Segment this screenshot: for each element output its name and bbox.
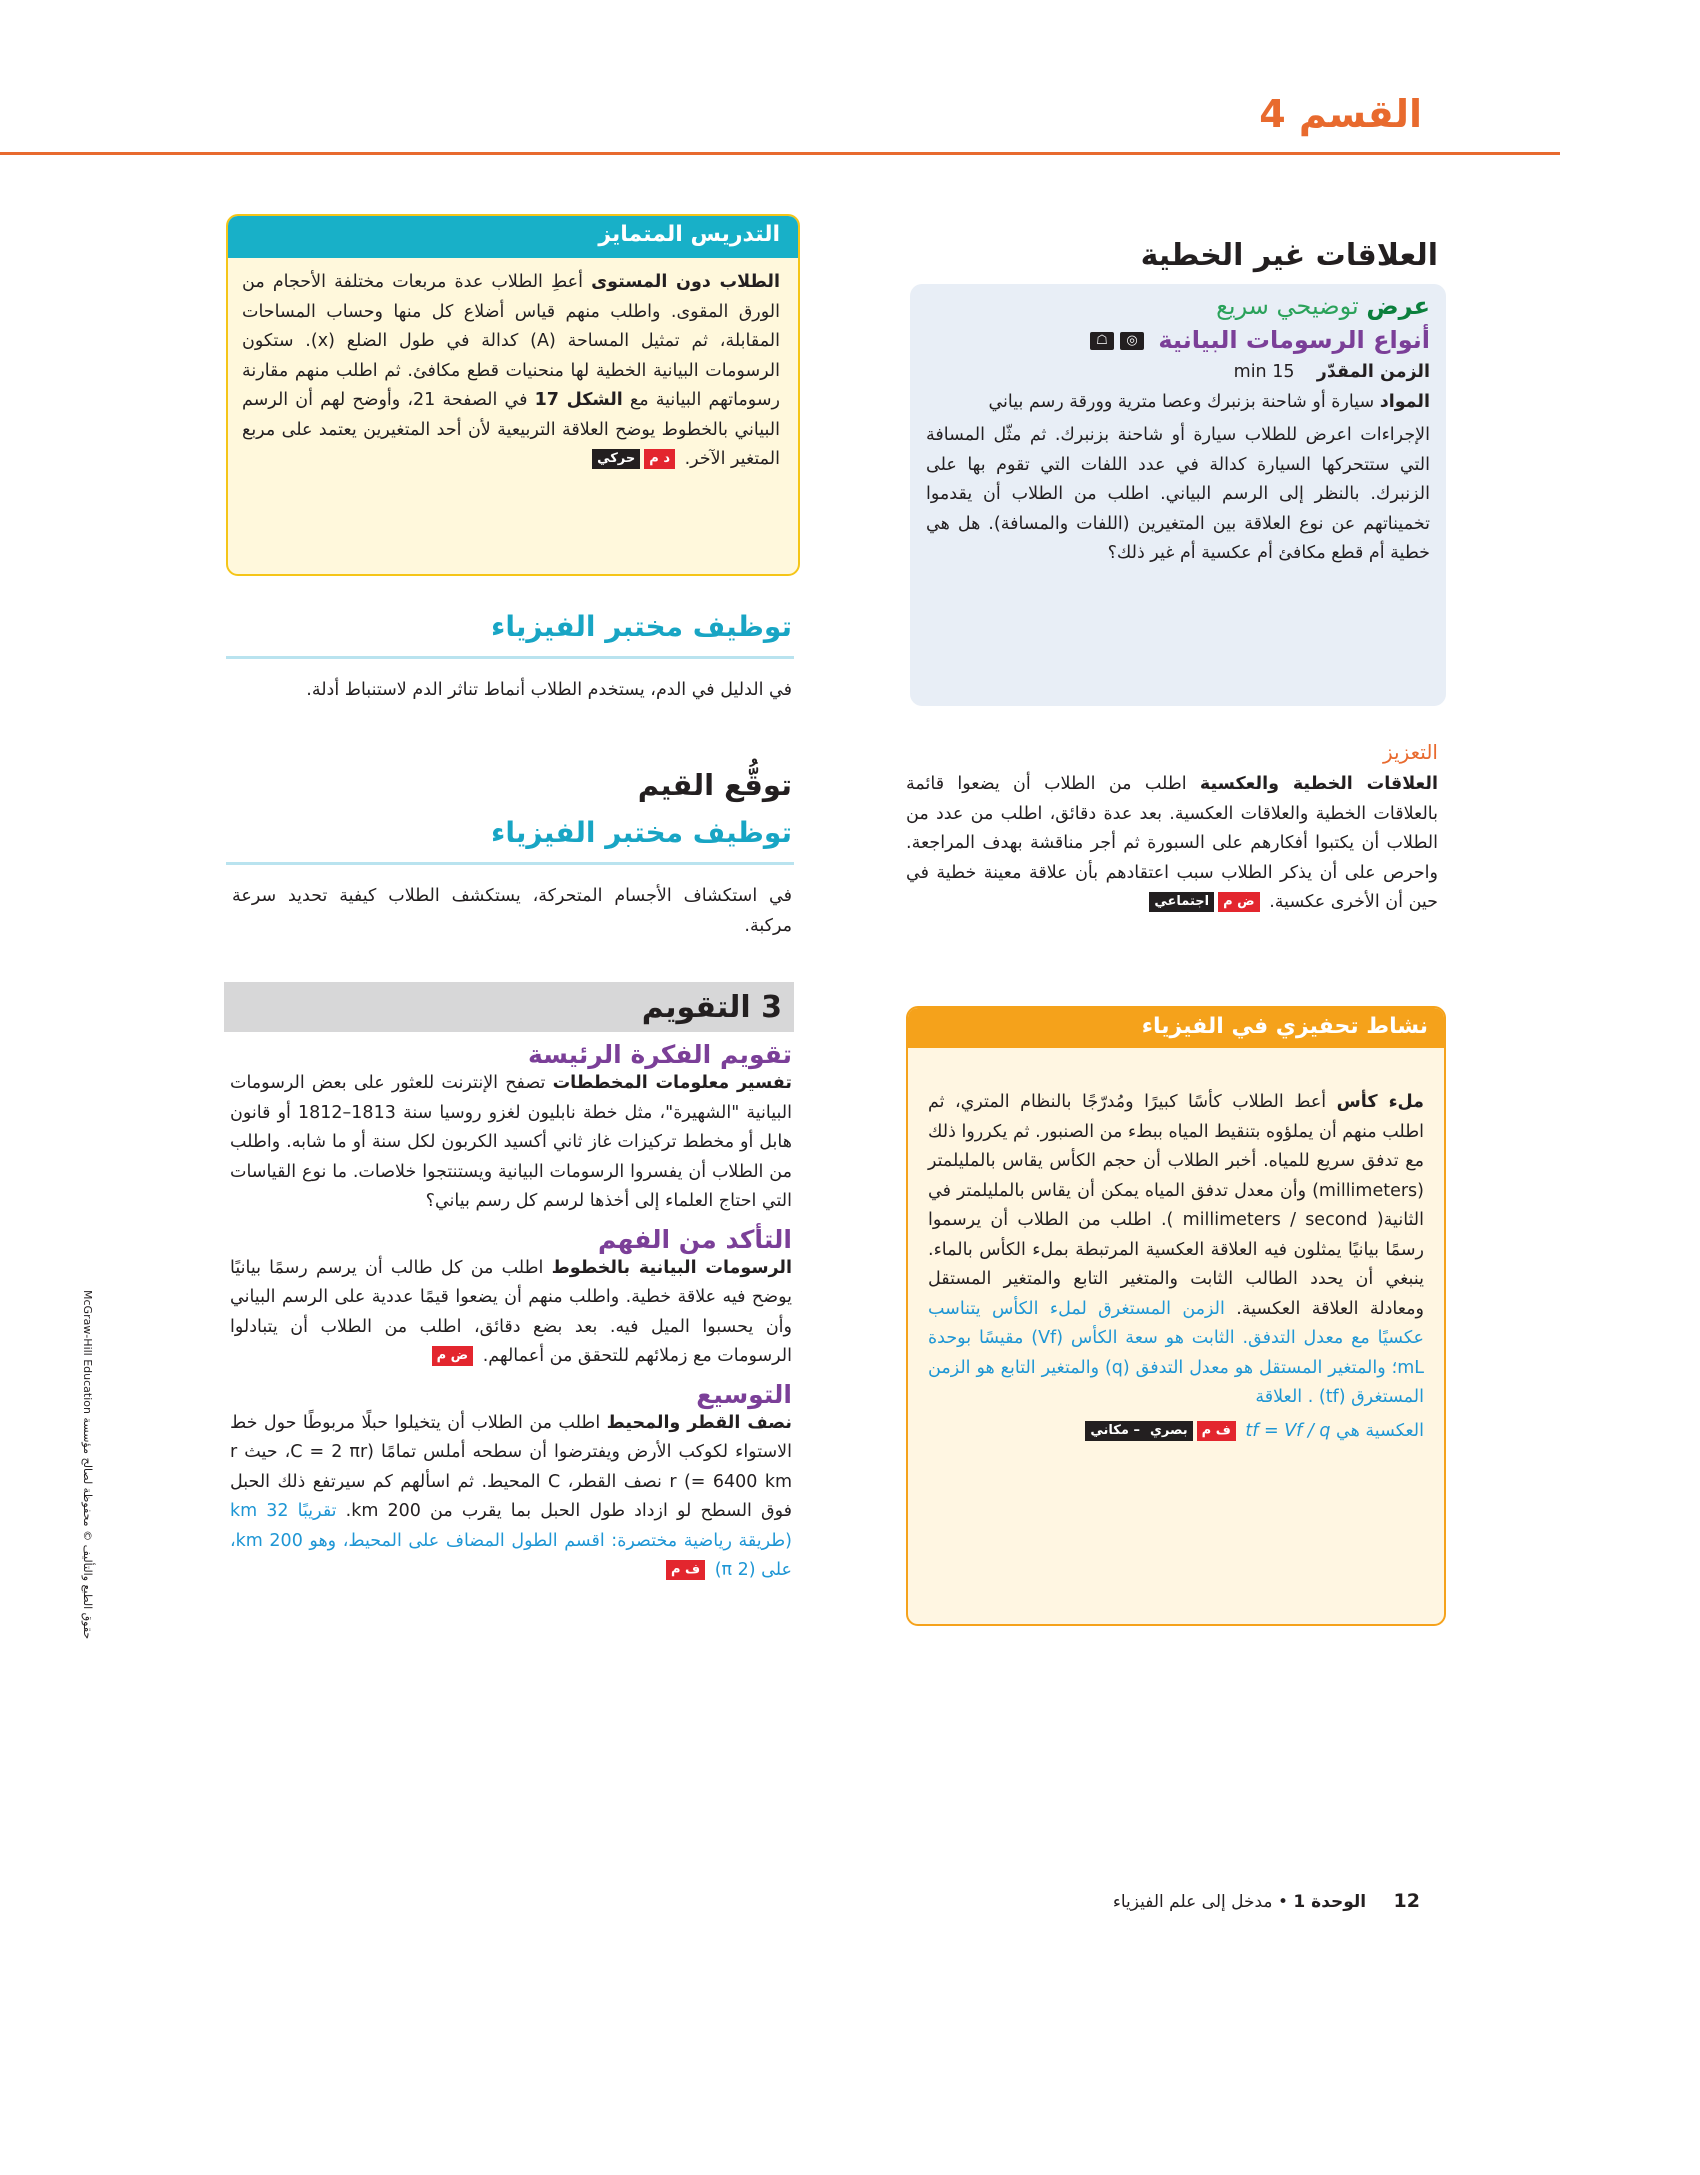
hook-formula-line: العكسية هي tf = Vf / q ف مبصري– مكاني [928, 1417, 1424, 1447]
extend-tag-level: ف م [666, 1560, 705, 1580]
page-number: 12 [1393, 1890, 1420, 1912]
reinforce-paragraph: العلاقات الخطية والعكسية اطلب من الطلاب أن يضعوا قائمة بالعلاقات الخطية والعلاقات العكسية. بعد عدة دقائق، اطلب من عدد من الطلاب أن يكتبوا أفكارهم على السبورة ثم أجر مناقشة بهدف المراجعة. واحرص على أن يذكر الطلاب سبب اعتقادهم بأن علاقة معينة خطية في حين أن الأخرى عكسية. ض ماجتماعي [906, 774, 1438, 912]
hook-title: نشاط تحفيزي في الفيزياء [908, 1008, 1444, 1048]
demo-title: أنواع الرسومات البيانية ◎☖ [926, 326, 1430, 354]
physics-hook-box [906, 1006, 1446, 1626]
demo-procedure: الإجراءات اعرض للطلاب سيارة أو شاحنة بزنبرك. ثم مثّل المسافة التي ستتحركها السيارة كدالة في عدد اللفات التي تقوم بها على الزنبرك. بالنظر إلى الرسم البياني. اطلب من الطلاب أن يقدموا تخميناتهم عن نوع العلاقة بين المتغيرين (اللفات والمسافة). هل هي خطية أم قطع مكافئ أم عكسية أم غير ذلك؟ [926, 425, 1430, 563]
big-idea-paragraph: تفسير معلومات المخططات تصفح الإنترنت للعثور على بعض الرسومات البيانية "الشهيرة"، مثل خطة نابليون لغزو روسيا سنة 1813–1812 أو قانون هابل أو مخطط تركيزات غاز ثاني أكسيد الكربون لكل سنة أو ما شابه. واطلب من الطلاب أن يفسروا الرسومات البيانية ويستنتجوا خلاصات. ما نوع القياسات التي احتاج العلماء إلى أخذها لرسم كل رسم بياني؟ [230, 1073, 792, 1211]
extend-title: التوسيع [696, 1379, 792, 1409]
check-tag-level: ض م [432, 1346, 474, 1366]
reinforce-tag-level: ض م [1218, 892, 1260, 912]
footer-separator: • [1277, 1892, 1288, 1912]
diff-title: التدريس المتمايز [228, 216, 798, 258]
diff-tag-level: د م [644, 449, 675, 469]
car-icon: ◎ [1120, 332, 1144, 350]
diff-paragraph: الطلاب دون المستوى أعطِ الطلاب عدة مربعات مختلفة الأحجام من الورق المقوى. واطلب منهم قياس أضلاع كل منها وحساب المساحات المقابلة، ثم تمثيل المساحة (A) كدالة في طول الضلع (x). ستكون الرسومات البيانية الخطية لها منحنيات قطع مكافئ. ثم اطلب منهم مقارنة رسوماتهم البيانية مع الشكل 17 في الصفحة 21، وأوضح لهم أن الرسم البياني بالخطوط يوضح العلاقة التربيعية لأن أحد المتغيرين يعتمد على مربع المتغير الآخر. د محركي [242, 272, 780, 469]
copyright-credit: حقوق الطبع والتأليف © محفوظة لصالح مؤسسة McGraw-Hill Education [81, 1290, 94, 1640]
diff-tag-style: حركي [592, 449, 640, 469]
reinforce-section [906, 770, 1438, 918]
demo-time: الزمن المقدّر 15 min [1233, 362, 1430, 382]
extend-paragraph: نصف القطر والمحيط اطلب من الطلاب أن يتخيلوا حبلًا مربوطًا حول خط الاستواء لكوكب الأرض ويفترضوا أن سطحه أملس تمامًا (C = 2 πr، حيث r = 6400 km) r نصف القطر، C المحيط. ثم اسألهم كم سيرتفع ذلك الحبل فوق السطح لو ازداد طول الحبل بما يقرب من 200 km. تقريبًا 32 km (طريقة رياضية مختصرة: اقسم الطول المضاف على المحيط، وهو 200 km، على (2 π) ف م [230, 1412, 793, 1580]
check-paragraph: الرسومات البيانية بالخطوط اطلب من كل طالب أن يرسم رسمًا بيانيًا يوضح فيه علاقة خطية. واطلب منهم أن يضعوا قيمًا عددية على الرسم البياني وأن يحسبوا الميل فيه. بعد بضع دقائق، اطلب من الطلاب أن يتبادلوا الرسومات مع زملائهم للتحقق من أعمالهم. ض م [230, 1257, 792, 1366]
check-title: التأكد من الفهم [598, 1224, 792, 1254]
lab2-rule [226, 862, 794, 865]
footer-unit: الوحدة 1 [1293, 1892, 1367, 1912]
big-idea-title: تقويم الفكرة الرئيسة [528, 1040, 792, 1069]
section-title: القسم 4 [1259, 92, 1422, 136]
reinforce-tag-style: اجتماعي [1149, 892, 1214, 912]
lab1-text: في الدليل في الدم، يستخدم الطلاب أنماط تناثر الدم لاستنباط أدلة. [306, 680, 792, 700]
hook-tag-level: ف م [1197, 1421, 1236, 1441]
hook-tag-style-visual: بصري [1145, 1421, 1193, 1441]
lab-safety-icon: ☖ [1090, 332, 1114, 350]
header-rule [0, 152, 1560, 155]
lab1-rule [226, 656, 794, 659]
footer-title: مدخل إلى علم الفيزياء [1112, 1892, 1273, 1912]
lab1-title: توظيف مختبر الفيزياء [491, 610, 792, 643]
predict-values-heading: توقُّع القيم [637, 768, 792, 802]
demo-materials: المواد سيارة أو شاحنة بزنبرك وعصا مترية وورقة رسم بياني [988, 391, 1430, 412]
demo-kicker: عرض توضيحي سريع [1216, 292, 1430, 320]
hook-paragraph: ملء كأس أعط الطلاب كأسًا كبيرًا ومُدرّجًا بالنظام المتري، ثم اطلب منهم أن يملؤوه بتنقيط المياه ببطء من الصنبور. ثم يكرروا ذلك مع تدفق سريع للمياه. أخبر الطلاب أن حجم الكأس يقاس بالمليلمتر (millimeters) وأن معدل تدفق المياه يمكن أن يقاس بالمليلمتر في الثانية( millimeters / second ). اطلب من الطلاب أن يرسموا رسمًا بيانيًا يمثلون فيه العلاقة العكسية المرتبطة بملء الكأس بالماء. ينبغي أن يحدد الطالب الثابت والمتغير التابع والمتغير المستقل ومعادلة العلاقة العكسية. الزمن المستغرق لملء الكأس يتناسب عكسيًا مع معدل التدفق. الثابت هو سعة الكأس (Vf) مقيسًا بوحدة mL؛ والمتغير المستقل هو معدل التدفق (q) والمتغير التابع هو الزمن المستغرق (tf) . العلاقة [928, 1092, 1425, 1407]
hook-tag-style-spatial: – مكاني [1085, 1421, 1145, 1441]
differentiated-instruction-box [226, 214, 800, 576]
lab2-title: توظيف مختبر الفيزياء [491, 816, 792, 849]
nonlinear-relations-heading: العلاقات غير الخطية [1140, 238, 1438, 273]
inverse-formula: tf = Vf / q [1245, 1420, 1331, 1441]
reinforce-label: التعزيز [1383, 740, 1438, 764]
lab2-text: في استكشاف الأجسام المتحركة، يستكشف الطلاب كيفية تحديد سرعة مركبة. [232, 886, 792, 936]
assess-section [230, 1040, 792, 1586]
page-footer [1113, 1890, 1420, 1912]
extend-answer: تقريبًا 32 km (طريقة رياضية مختصرة: اقسم الطول المضاف على المحيط، وهو 200 km، على (2 π) [230, 1501, 792, 1580]
quick-demo-box [910, 284, 1446, 706]
assess-heading: 3 التقويم [641, 990, 782, 1025]
hook-answer: الزمن المستغرق لملء الكأس يتناسب عكسيًا مع معدل التدفق. الثابت هو سعة الكأس (Vf) مقيسًا بوحدة mL؛ والمتغير المستقل هو معدل التدفق (q) والمتغير التابع هو الزمن المستغرق (tf) . العلاقة [928, 1298, 1424, 1407]
